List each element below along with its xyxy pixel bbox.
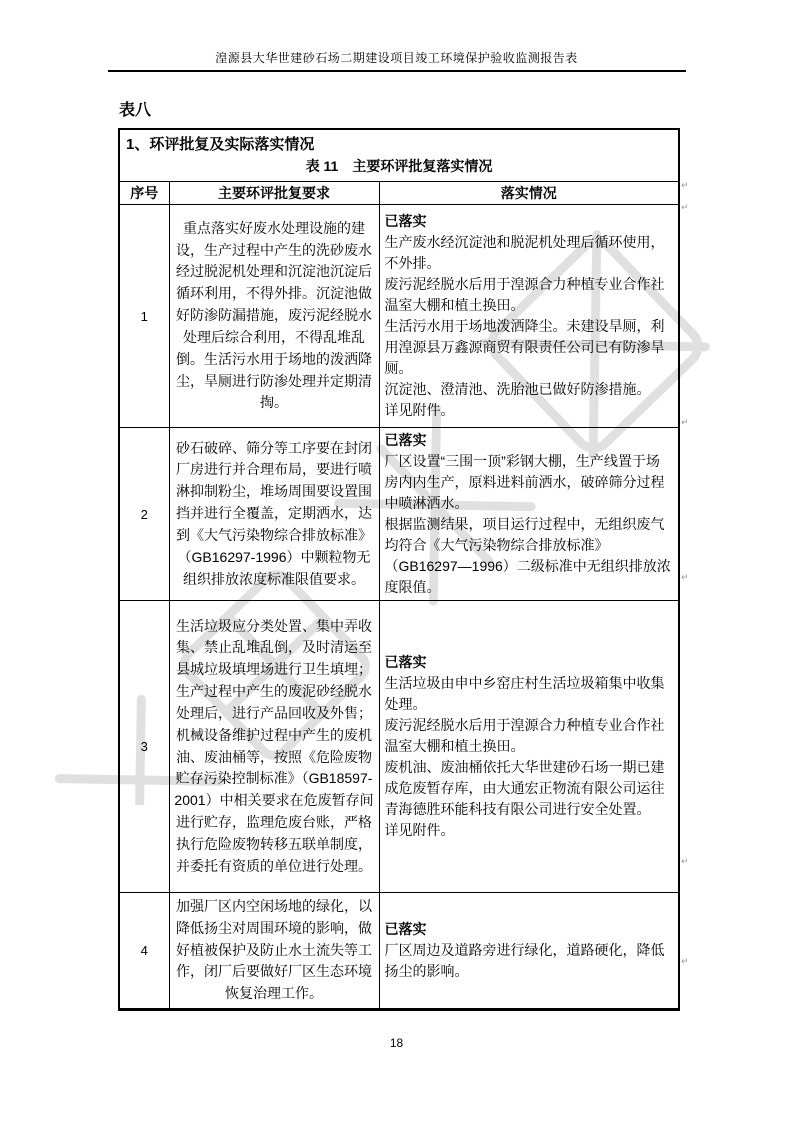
table-row bbox=[119, 601, 679, 893]
table-title: 1、环评批复及实际落实情况 bbox=[126, 136, 315, 153]
table-title-row bbox=[119, 129, 679, 182]
row-number-cell: 3 bbox=[119, 601, 169, 893]
row-number-cell: 4 bbox=[119, 893, 169, 1010]
status-cell bbox=[379, 428, 679, 601]
table-row bbox=[119, 205, 679, 428]
status-detail: 厂区设置“三围一顶”彩钢大棚，生产线置于场房内内生产，原料进料前洒水，破碎筛分过程中喷淋洒水。 bbox=[384, 453, 665, 511]
requirement-cell: 生活垃圾应分类处置、集中弄收集、禁止乱堆乱倒，及时清运至县城垃圾填埋场进行卫生填埋；生产过程中产生的废泥砂经脱水处理后，进行产品回收及外售；机械设备维护过程中产生的废机油、废油桶等，按照《危险废物贮存污染控制标准》（GB18597-2001）中相关要求在危废暂存间进行贮存，监理危废台账，严格执行危险废物转移五联单制度，并委托有资质的单位进行处理。 bbox=[169, 601, 379, 893]
status-label: 已落实 bbox=[384, 654, 427, 670]
status-detail: 详见附件。 bbox=[384, 402, 455, 418]
requirement-cell: 加强厂区内空闲场地的绿化，以降低扬尘对周围环境的影响，做好植被保护及防止水土流失等工作，闭厂后要做好厂区生态环境恢复治理工作。 bbox=[169, 893, 379, 1010]
status-cell bbox=[379, 205, 679, 428]
document-header-title: 湟源县大华世建砂石场二期建设项目竣工环境保护验收监测报告表 bbox=[215, 51, 578, 65]
status-cell bbox=[379, 601, 679, 893]
table-header-row bbox=[119, 182, 679, 205]
paragraph-mark-icon: ↵ bbox=[681, 956, 689, 966]
paragraph-mark-icon: ↵ bbox=[681, 202, 689, 212]
table-row bbox=[119, 893, 679, 1010]
status-detail: 详见附件。 bbox=[384, 822, 455, 838]
status-detail: 废污泥经脱水后用于湟源合力种植专业合作社温室大棚和植土换田。 bbox=[384, 717, 665, 754]
column-header-requirement: 主要环评批复要求 bbox=[169, 182, 379, 205]
epa-approval-table bbox=[118, 128, 680, 1011]
paragraph-mark-icon: ↵ bbox=[681, 856, 689, 866]
status-label: 已落实 bbox=[384, 921, 427, 938]
status-detail: 废机油、废油桶依托大华世建砂石场一期已建成危废暂存库，由大通宏正物流有限公司运往青海德胜环能科技有限公司进行安全处置。 bbox=[384, 759, 665, 817]
header-divider bbox=[108, 70, 686, 72]
table-subtitle: 表 11 主要环评批复落实情况 bbox=[305, 158, 493, 174]
row-number-cell: 2 bbox=[119, 428, 169, 601]
requirement-cell: 砂石破碎、筛分等工序要在封闭厂房进行并合理布局，要进行喷淋抑制粉尘，堆场周围要设置围挡并进行全覆盖，定期洒水，达到《大气污染物综合排放标准》（GB16297-1996）中颗粒物无组织排放浓度标准限值要求。 bbox=[169, 428, 379, 601]
status-detail: 根据监测结果，项目运行过程中，无组织废气均符合《大气污染物综合排放标准》（GB16297—1996）二级标准中无组织排放浓度限值。 bbox=[384, 516, 671, 595]
paragraph-mark-icon: ↵ bbox=[681, 417, 689, 427]
column-header-no: 序号 bbox=[119, 182, 169, 205]
status-detail: 生活污水用于场地泼洒降尘。未建设旱厕，利用湟源县万鑫源商贸有限责任公司已有防渗旱厕。 bbox=[384, 318, 665, 376]
status-detail: 生活垃圾由申中乡窑庄村生活垃圾箱集中收集处理。 bbox=[384, 675, 665, 712]
paragraph-mark-icon: ↵ bbox=[681, 180, 689, 190]
requirement-cell: 重点落实好废水处理设施的建设，生产过程中产生的洗砂废水经过脱泥机处理和沉淀池沉淀后循环利用，不得外排。沉淀池做好防渗防漏措施，废污泥经脱水处理后综合利用，不得乱堆乱倒。生活污水用于场地的泼洒降尘，旱厕进行防渗处理并定期清掏。 bbox=[169, 205, 379, 428]
status-cell bbox=[379, 893, 679, 1010]
paragraph-mark-icon: ↵ bbox=[681, 572, 689, 582]
table-row bbox=[119, 428, 679, 601]
status-detail: 生产废水经沉淀池和脱泥机处理后循环使用，不外排。 bbox=[384, 234, 665, 271]
page-number: 18 bbox=[389, 1036, 404, 1050]
status-detail: 厂区周边及道路旁进行绿化，道路硬化，降低扬尘的影响。 bbox=[384, 942, 665, 980]
section-label: 表八 bbox=[119, 102, 152, 119]
row-number-cell: 1 bbox=[119, 205, 169, 428]
column-header-status: 落实情况 bbox=[379, 182, 679, 205]
status-label: 已落实 bbox=[384, 213, 427, 229]
status-label: 已落实 bbox=[384, 432, 427, 448]
status-detail: 废污泥经脱水后用于湟源合力种植专业合作社温室大棚和植土换田。 bbox=[384, 276, 665, 313]
status-detail: 沉淀池、澄清池、洗胎池已做好防渗措施。 bbox=[384, 381, 651, 397]
